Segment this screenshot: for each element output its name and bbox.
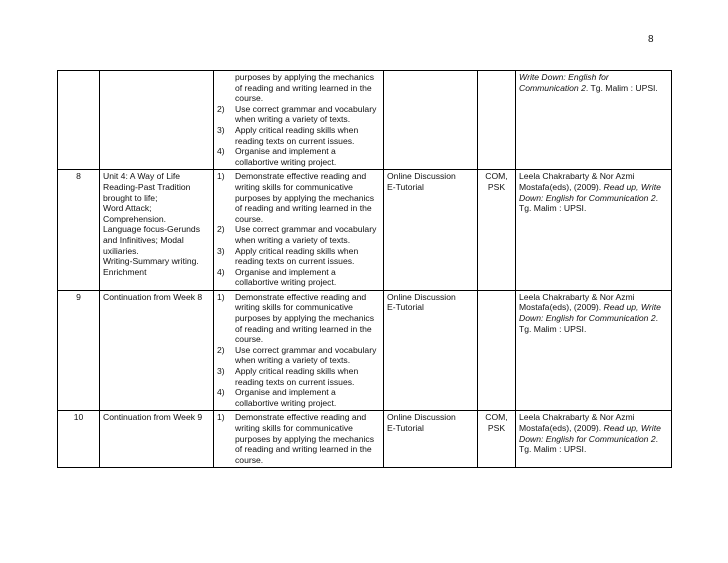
topic-line: Word Attack; Comprehension. <box>103 203 167 224</box>
delivery-mode-cell <box>384 170 478 291</box>
outcome-number: 1) <box>217 171 225 182</box>
outcome-text: Apply critical reading skills when reading texts on current issues. <box>235 245 359 267</box>
delivery-mode-line: E-Tutorial <box>387 423 424 433</box>
reference-publisher: . Tg. Malim : UPSI. <box>519 433 658 455</box>
outcome-number: 3) <box>217 124 225 135</box>
outcome-number: 1) <box>217 291 225 302</box>
outcomes-list <box>217 292 380 409</box>
outcome-item <box>217 125 380 146</box>
outcome-number: 3) <box>217 245 225 256</box>
page-number: 8 <box>648 34 654 45</box>
assessment-line: COM, <box>485 412 508 423</box>
table-row <box>58 170 672 291</box>
topic-line: Writing-Summary writing. <box>103 256 199 267</box>
reference-title: Read up, Write Down: English for Communication 2 <box>519 302 661 324</box>
outcome-text: Organise and implement a collabortive writing project. <box>235 146 337 167</box>
delivery-mode-line: E-Tutorial <box>387 181 424 192</box>
outcomes-list <box>217 171 380 288</box>
assessment-cell <box>478 290 516 411</box>
outcome-text: Demonstrate effective reading and writing skills for communicative purposes by applying the mechanics of reading and writing learned in the course. <box>235 412 375 465</box>
outcome-text: Apply critical reading skills when reading texts on current issues. <box>235 124 359 146</box>
week-cell: 9 <box>58 290 100 411</box>
learning-outcomes-cell <box>214 170 384 291</box>
outcome-number: 4) <box>217 146 225 157</box>
outcome-text: purposes by applying the mechanics of reading and writing learned in the course. <box>235 72 375 104</box>
topic-line: Unit 4: A Way of Life <box>103 171 181 182</box>
outcome-item <box>217 366 380 387</box>
reference-cell <box>516 290 672 411</box>
reference-cell <box>516 71 672 170</box>
reference-publisher: . Tg. Malim : UPSI. <box>585 82 658 93</box>
outcome-number: 2) <box>217 224 225 235</box>
topic-line: Language focus-Gerunds and Infinitives; Modal uxiliaries. <box>103 224 200 256</box>
table-row <box>58 411 672 468</box>
topic-cell <box>100 170 214 291</box>
delivery-mode-line: Online Discussion <box>387 291 456 302</box>
outcome-item <box>217 267 380 288</box>
outcome-text: Demonstrate effective reading and writing skills for communicative purposes by applying the mechanics of reading and writing learned in the course. <box>235 171 375 224</box>
assessment-cell <box>478 170 516 291</box>
outcome-number: 4) <box>217 387 225 398</box>
syllabus-table-body <box>58 71 672 468</box>
assessment-line: PSK <box>487 423 506 433</box>
delivery-mode-cell <box>384 411 478 468</box>
week-cell: 10 <box>58 411 100 468</box>
outcome-item <box>217 246 380 267</box>
outcome-text: Organise and implement a collabortive writing project. <box>235 387 337 408</box>
outcome-number: 3) <box>217 366 225 377</box>
outcome-item <box>217 171 380 224</box>
topic-cell <box>100 71 214 170</box>
reference-publisher: . Tg. Malim : UPSI. <box>519 313 658 334</box>
reference-authors: Leela Chakrabarty & Nor Azmi Mostafa(eds), (2009). <box>519 171 635 192</box>
assessment-line: COM, <box>485 171 508 182</box>
assessment-cell <box>478 71 516 170</box>
outcome-text: Apply critical reading skills when reading texts on current issues. <box>235 366 359 387</box>
outcome-number: 2) <box>217 103 225 114</box>
outcome-item <box>217 387 380 408</box>
outcome-number <box>217 72 235 104</box>
delivery-mode-line: Online Discussion <box>387 412 456 423</box>
outcomes-list <box>217 412 380 465</box>
outcome-item <box>217 224 380 245</box>
syllabus-table <box>57 70 672 468</box>
outcome-number: 4) <box>217 266 225 277</box>
reference-authors: Leela Chakrabarty & Nor Azmi Mostafa(eds), (2009). <box>519 412 635 433</box>
outcomes-list <box>217 72 380 167</box>
assessment-cell <box>478 411 516 468</box>
table-row <box>58 71 672 170</box>
outcome-text: Use correct grammar and vocabulary when writing a variety of texts. <box>235 224 377 245</box>
reference-title: Write Down: English for Communication 2 <box>519 72 609 93</box>
outcome-item <box>217 412 380 465</box>
week-cell <box>58 71 100 170</box>
reference-authors: Leela Chakrabarty & Nor Azmi Mostafa(eds), (2009). <box>519 291 635 313</box>
delivery-mode-line: E-Tutorial <box>387 302 424 313</box>
outcome-text: Organise and implement a collabortive writing project. <box>235 266 337 288</box>
topic-line: Reading-Past Tradition brought to life; <box>103 181 191 203</box>
week-cell: 8 <box>58 170 100 291</box>
reference-publisher: . Tg. Malim : UPSI. <box>519 192 658 214</box>
delivery-mode-cell <box>384 290 478 411</box>
delivery-mode-line: Online Discussion <box>387 171 456 182</box>
outcome-text: Demonstrate effective reading and writing skills for communicative purposes by applying the mechanics of reading and writing learned in the course. <box>235 291 375 345</box>
topic-cell <box>100 411 214 468</box>
outcome-item <box>217 104 380 125</box>
outcome-item <box>217 72 380 104</box>
outcome-item <box>217 146 380 167</box>
delivery-mode-cell <box>384 71 478 170</box>
table-row <box>58 290 672 411</box>
learning-outcomes-cell <box>214 290 384 411</box>
reference-cell <box>516 170 672 291</box>
assessment-line: PSK <box>487 181 506 192</box>
outcome-text: Use correct grammar and vocabulary when writing a variety of texts. <box>235 344 377 366</box>
reference-cell <box>516 411 672 468</box>
outcome-text: Use correct grammar and vocabulary when writing a variety of texts. <box>235 103 377 125</box>
outcome-number: 2) <box>217 344 225 355</box>
topic-line: Enrichment <box>103 266 147 277</box>
topic-line: Continuation from Week 9 <box>103 412 203 423</box>
outcome-item <box>217 345 380 366</box>
reference-title: Read up, Write Down: English for Communication 2 <box>519 423 661 444</box>
outcome-item <box>217 292 380 345</box>
learning-outcomes-cell <box>214 411 384 468</box>
topic-cell <box>100 290 214 411</box>
outcome-number: 1) <box>217 412 225 423</box>
reference-title: Read up, Write Down: English for Communication 2 <box>519 181 661 203</box>
learning-outcomes-cell <box>214 71 384 170</box>
topic-line: Continuation from Week 8 <box>103 291 203 302</box>
